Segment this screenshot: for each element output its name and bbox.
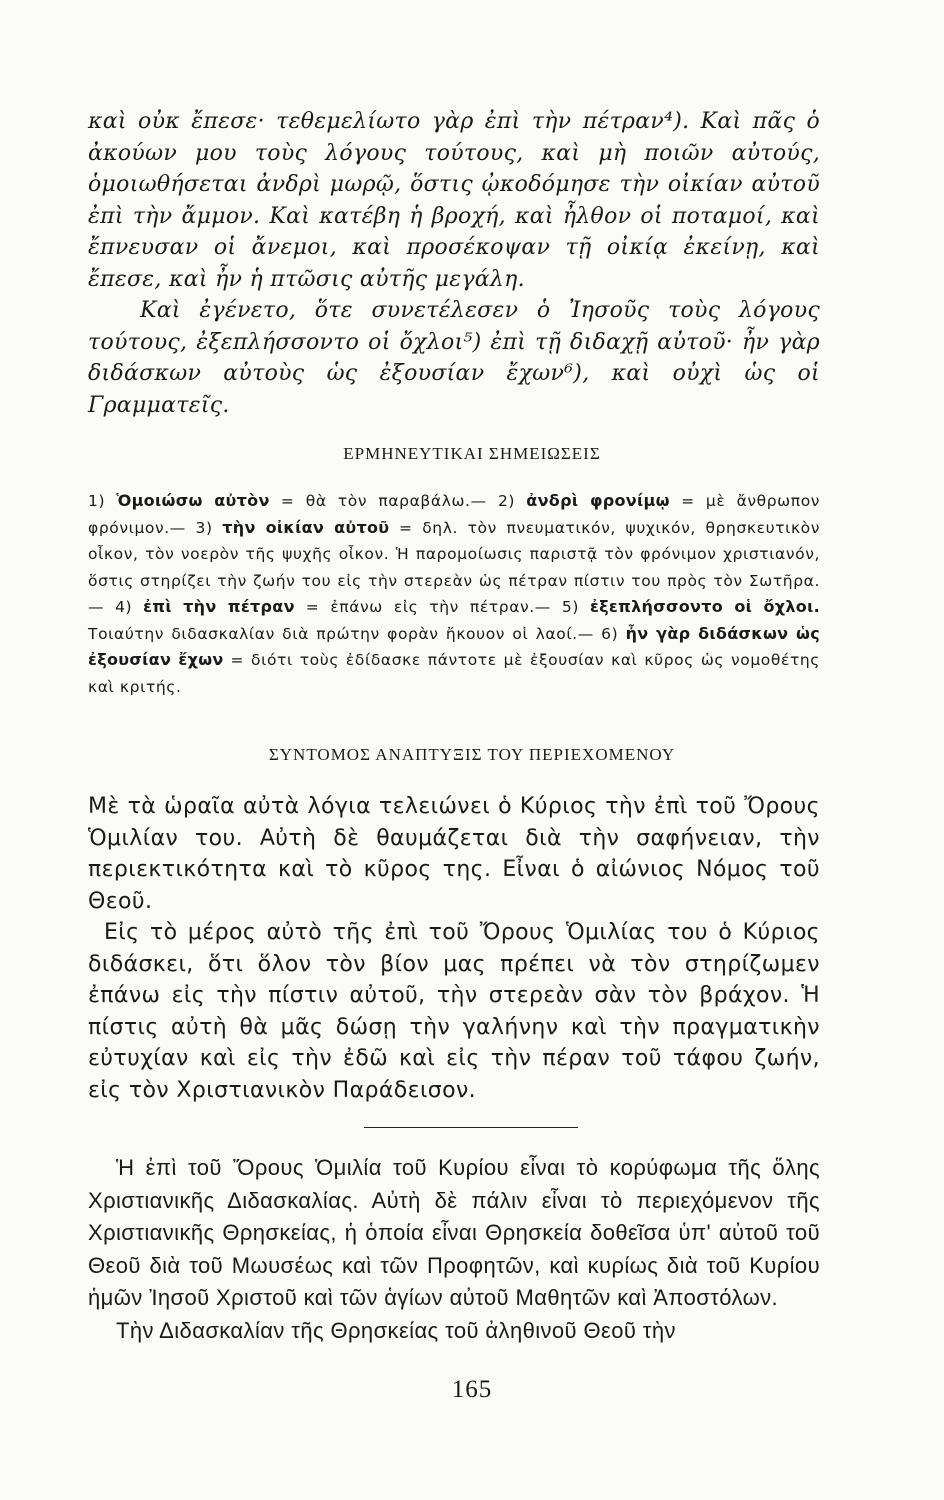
note-text: = δηλ. τὸν πνευματικόν, ψυχικόν, θρησκευτικὸν οἶκον, τὸν νοερὸν τῆς ψυχῆς οἶκον. Ἡ παρομοίωσις παριστᾷ τὸν φρόνιμον χριστιανόν, ὅστις στηρίζει τὴν ζωήν του εἰς τὴν στερεὰν ὡς πέτραν πίστιν του πρὸς τὸν Σωτῆρα.—	[88, 518, 821, 616]
explanatory-notes	[88, 488, 820, 700]
summary-paragraph-1: Μὲ τὰ ὡραῖα αὐτὰ λόγια τελειώνει ὁ Κύριος τὴν ἐπὶ τοῦ Ὄρους Ὁμιλίαν του. Αὐτὴ δὲ θαυμάζεται διὰ τὴν σαφήνειαν, τὴν περιεκτικότητα καὶ τὸ κῦρος της. Εἶναι ὁ αἰώνιος Νόμος τοῦ Θεοῦ.	[88, 794, 820, 914]
note-text: = μὲ ἄνθρωπον φρόνιμον.—	[88, 492, 821, 537]
summary-paragraph-2: Εἰς τὸ μέρος αὐτὸ τῆς ἐπὶ τοῦ Ὄρους Ὁμιλίας του ὁ Κύριος διδάσκει, ὅτι ὅλον τὸν βίον μας πρέπει νὰ τὸν στηρίζωμεν ἐπάνω εἰς τὴν πίστιν αὐτοῦ, τὴν στερεὰν σὰν τὸν βράχον. Ἡ πίστις αὐτὴ θὰ μᾶς δώσῃ τὴν γαλήνην καὶ τὴν πραγματικὴν εὐτυχίαν καὶ εἰς τὴν ἐδῶ καὶ εἰς τὴν πέραν τοῦ τάφου ζωήν, εἰς τὸν Χριστιανικὸν Παράδεισον.	[88, 920, 820, 1103]
scripture-paragraph-1: καὶ οὐκ ἔπεσε· τεθεμελίωτο γὰρ ἐπὶ τὴν πέτραν⁴). Καὶ πᾶς ὁ ἀκούων μου τοὺς λόγους τούτους, καὶ μὴ ποιῶν αὐτούς, ὁμοιωθήσεται ἀνδρὶ μωρῷ, ὅστις ᾠκοδόμησε τὴν οἰκίαν αὐτοῦ ἐπὶ τὴν ἄμμον. Καὶ κατέβη ἡ βροχή, καὶ ἦλθον οἱ ποταμοί, καὶ ἔπνευσαν οἱ ἄνεμοι, καὶ προσέκοψαν τῇ οἰκίᾳ ἐκείνῃ, καὶ ἔπεσε, καὶ ἦν ἡ πτῶσις αὐτῆς μεγάλη.	[88, 109, 820, 292]
note-number: 2)	[497, 492, 516, 510]
note-number: 4)	[115, 598, 133, 616]
note-text: = ἐπάνω εἰς τὴν πέτραν.—	[305, 598, 551, 616]
section-divider	[364, 1127, 578, 1128]
summary-heading: ΣΥΝΤΟΜΟΣ ΑΝΑΠΤΥΞΙΣ ΤΟΥ ΠΕΡΙΕΧΟΜΕΝΟΥ	[268, 745, 676, 764]
note-number: 1)	[88, 492, 106, 510]
note-text: = θὰ τὸν παραβάλω.—	[280, 492, 487, 510]
note-text: Τοιαύτην διδασκαλίαν διὰ πρώτην φορὰν ἤκουον οἱ λαοί.—	[88, 624, 594, 643]
note-term: τὴν οἰκίαν αὐτοῦ	[222, 517, 390, 537]
closing-section	[88, 1152, 820, 1347]
summary-section	[88, 791, 820, 1106]
note-term: ἐπὶ τὴν πέτραν	[143, 597, 295, 616]
note-number: 6)	[601, 624, 619, 643]
note-text: = διότι τοὺς ἐδίδασκε πάντοτε μὲ ἐξουσίαν καὶ κῦρος ὡς νομοθέτης καὶ κριτής.	[88, 651, 821, 696]
closing-paragraph-1: Ἡ ἐπὶ τοῦ Ὄρους Ὁμιλία τοῦ Κυρίου εἶναι τὸ κορύφωμα τῆς ὅλης Χριστιανικῆς Διδασκαλίας. Αὐτὴ δὲ πάλιν εἶναι τὸ περιεχόμενον τῆς Χριστιανικῆς Θρησκείας, ἡ ὁποία εἶναι Θρησκεία δοθεῖσα ὑπ' αὐτοῦ τοῦ Θεοῦ διὰ τοῦ Μωυσέως καὶ τῶν Προφητῶν, καὶ κυρίως διὰ τοῦ Κυρίου ἡμῶν Ἰησοῦ Χριστοῦ καὶ τῶν ἁγίων αὐτοῦ Μαθητῶν καὶ Ἀποστόλων.	[88, 1155, 820, 1310]
note-term: Ὁμοιώσω αὐτὸν	[116, 491, 270, 510]
scripture-passage	[88, 106, 820, 421]
note-term: ἀνδρὶ φρονίμῳ	[526, 491, 670, 510]
notes-heading: ΕΡΜΗΝΕΥΤΙΚΑΙ ΣΗΜΕΙΩΣΕΙΣ	[343, 444, 601, 463]
note-number: 5)	[561, 598, 579, 616]
closing-paragraph-2: Τὴν Διδασκαλίαν τῆς Θρησκείας τοῦ ἀληθινοῦ Θεοῦ τὴν	[116, 1317, 676, 1343]
note-number: 3)	[195, 518, 213, 537]
scripture-paragraph-2: Καὶ ἐγένετο, ὅτε συνετέλεσεν ὁ Ἰησοῦς τοὺς λόγους τούτους, ἐξεπλήσσοντο οἱ ὄχλοι⁵) ἐπὶ τῇ διδαχῇ αὐτοῦ· ἦν γὰρ διδάσκων αὐτοὺς ὡς ἐξουσίαν ἔχων⁶), καὶ οὐχὶ ὡς οἱ Γραμματεῖς.	[88, 298, 820, 418]
note-term: ἦν γὰρ διδάσκων ὡς ἐξουσίαν ἔχων	[88, 623, 821, 669]
note-term: ἐξεπλήσσοντο οἱ ὄχλοι.	[589, 597, 820, 616]
page-number: 165	[451, 1376, 493, 1403]
